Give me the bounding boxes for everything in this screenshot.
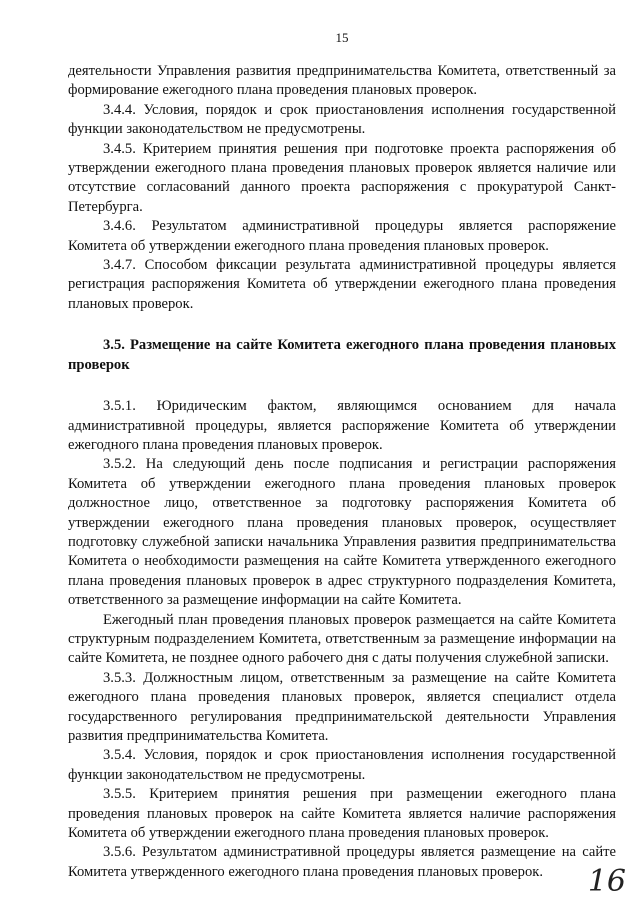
paragraph-3-5-1: 3.5.1. Юридическим фактом, являющимся основанием для начала административной процедуры, является распоряжение Комитета об утверждении ежегодного плана проведения плановых проверок. [68, 398, 616, 453]
page-number: 15 [335, 30, 349, 45]
paragraph-3-4-4: 3.4.4. Условия, порядок и срок приостановления исполнения государственной функции законодательством не предусмотрены. [68, 101, 616, 138]
paragraph-3-4-6: 3.4.6. Результатом административной процедуры является распоряжение Комитета об утверждении ежегодного плана проведения плановых проверок. [68, 218, 616, 254]
paragraph-continuation: деятельности Управления развития предпринимательства Комитета, ответственный за формирование ежегодного плана проведения плановых проверок. [68, 63, 616, 99]
section-heading-3-5: 3.5. Размещение на сайте Комитета ежегодного плана проведения плановых проверок [68, 337, 616, 373]
paragraph-3-5-2: 3.5.2. На следующий день после подписания и регистрации распоряжения Комитета об утверждении ежегодного плана проведения плановых проверок должностное лицо, ответственное за подготовку распоряжения Комитета об утверждении ежегодного плана проведения плановых проверок, осуществляет подготовку служебной записки начальника Управления развития предпринимательства Комитета о необходимости размещения на сайте Комитета утвержденного ежегодного плана проведения плановых проверок в адрес структурного подразделения Комитета, ответственного за размещение информации на сайте Комитета. [68, 456, 616, 609]
paragraph-3-5-6: 3.5.6. Результатом административной процедуры является размещение на сайте Комитета утвержденного ежегодного плана проведения плановых проверок. [68, 844, 616, 880]
paragraph-3-5-3: 3.5.3. Должностным лицом, ответственным за размещение на сайте Комитета ежегодного плана проведения плановых проверок, является специалист отдела государственного регулирования предпринимательской деятельности Управления развития предпринимательства Комитета. [68, 669, 616, 744]
paragraph-3-4-5: 3.4.5. Критерием принятия решения при подготовке проекта распоряжения об утверждении ежегодного плана проведения плановых проверок является наличие или отсутствие согласований данного проекта распоряжения с прокуратурой Санкт-Петербурга. [68, 140, 616, 215]
paragraph-3-5-5: 3.5.5. Критерием принятия решения при размещении ежегодного плана проведения плановых проверок на сайте Комитета является наличие распоряжения Комитета об утверждении ежегодного плана проведения плановых проверок. [68, 786, 616, 842]
handwritten-page-mark: 16 [587, 864, 626, 899]
body-text [68, 62, 616, 882]
paragraph-annual-plan: Ежегодный план проведения плановых проверок размещается на сайте Комитета структурным подразделением Комитета, ответственным за размещение информации на сайте Комитета, не позднее одного рабочего дня с даты получения служебной записки. [68, 611, 616, 667]
paragraph-3-5-4: 3.5.4. Условия, порядок и срок приостановления исполнения государственной функции законодательством не предусмотрены. [68, 747, 616, 783]
paragraph-3-4-7: 3.4.7. Способом фиксации результата административной процедуры является регистрация распоряжения Комитета об утверждении ежегодного плана проведения плановых проверок. [68, 257, 616, 312]
document-page [68, 0, 616, 905]
